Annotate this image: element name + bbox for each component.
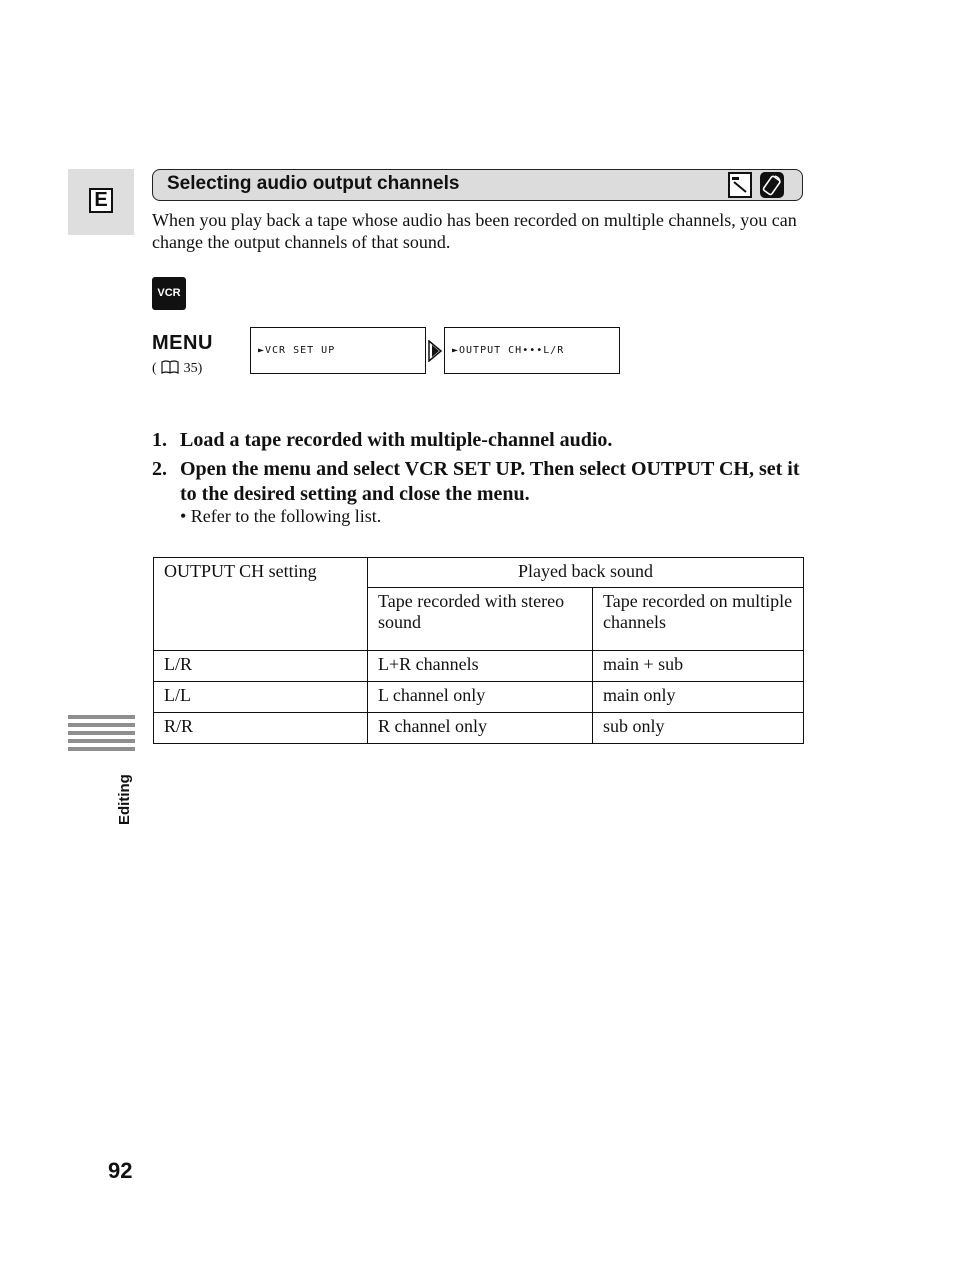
side-stripe bbox=[68, 731, 135, 735]
table-cell: main + sub bbox=[593, 651, 804, 682]
step-number: 1. bbox=[152, 429, 167, 451]
side-stripe bbox=[68, 739, 135, 743]
table-cell: L+R channels bbox=[368, 651, 593, 682]
table-header-cell: OUTPUT CH setting bbox=[154, 558, 368, 651]
table-cell: sub only bbox=[593, 713, 804, 744]
intro-paragraph: When you play back a tape whose audio has been recorded on multiple channels, you can change the output channels of that sound. bbox=[152, 210, 797, 252]
menu-label: MENU bbox=[152, 332, 213, 354]
language-tab bbox=[68, 169, 134, 235]
language-letter: E bbox=[89, 188, 113, 213]
table-subheader-cell: Tape recorded with stereo sound bbox=[368, 588, 593, 651]
table-row bbox=[154, 713, 804, 744]
table-row bbox=[154, 651, 804, 682]
table-cell: L channel only bbox=[368, 682, 593, 713]
table-subheader-cell: Tape recorded on multiple channels bbox=[593, 588, 804, 651]
camera-mode-icon bbox=[728, 172, 752, 198]
wireless-remote-icon bbox=[760, 172, 784, 198]
table-cell: R/R bbox=[154, 713, 368, 744]
side-stripe bbox=[68, 723, 135, 727]
side-tab-label: Editing bbox=[116, 774, 133, 825]
table-cell: R channel only bbox=[368, 713, 593, 744]
section-header bbox=[152, 169, 803, 201]
book-icon bbox=[160, 360, 180, 374]
section-title: Selecting audio output channels bbox=[167, 173, 460, 194]
ref-page: 35) bbox=[183, 361, 203, 376]
step-text: Open the menu and select VCR SET UP. Then select OUTPUT CH, set it to the desired setting and close the menu. bbox=[180, 458, 800, 505]
menu-box-vcr-setup: ►VCR SET UP bbox=[250, 327, 426, 374]
side-stripe bbox=[68, 715, 135, 719]
table-cell: L/R bbox=[154, 651, 368, 682]
step-note: • Refer to the following list. bbox=[180, 506, 382, 526]
step-number: 2. bbox=[152, 458, 167, 480]
table-cell: main only bbox=[593, 682, 804, 713]
menu-page-reference bbox=[152, 360, 202, 377]
arrow-right-icon bbox=[428, 340, 442, 362]
table-cell: L/L bbox=[154, 682, 368, 713]
vcr-mode-badge: VCR bbox=[152, 277, 186, 310]
table-header-row bbox=[154, 558, 804, 588]
table-group-header: Played back sound bbox=[368, 558, 804, 588]
ref-open: ( bbox=[152, 361, 157, 376]
output-channel-table bbox=[153, 557, 804, 744]
table-row bbox=[154, 682, 804, 713]
step-text: Load a tape recorded with multiple-channel audio. bbox=[180, 429, 613, 451]
menu-box-output-ch: ►OUTPUT CH•••L/R bbox=[444, 327, 620, 374]
page-number: 92 bbox=[108, 1158, 133, 1183]
side-stripe bbox=[68, 747, 135, 751]
